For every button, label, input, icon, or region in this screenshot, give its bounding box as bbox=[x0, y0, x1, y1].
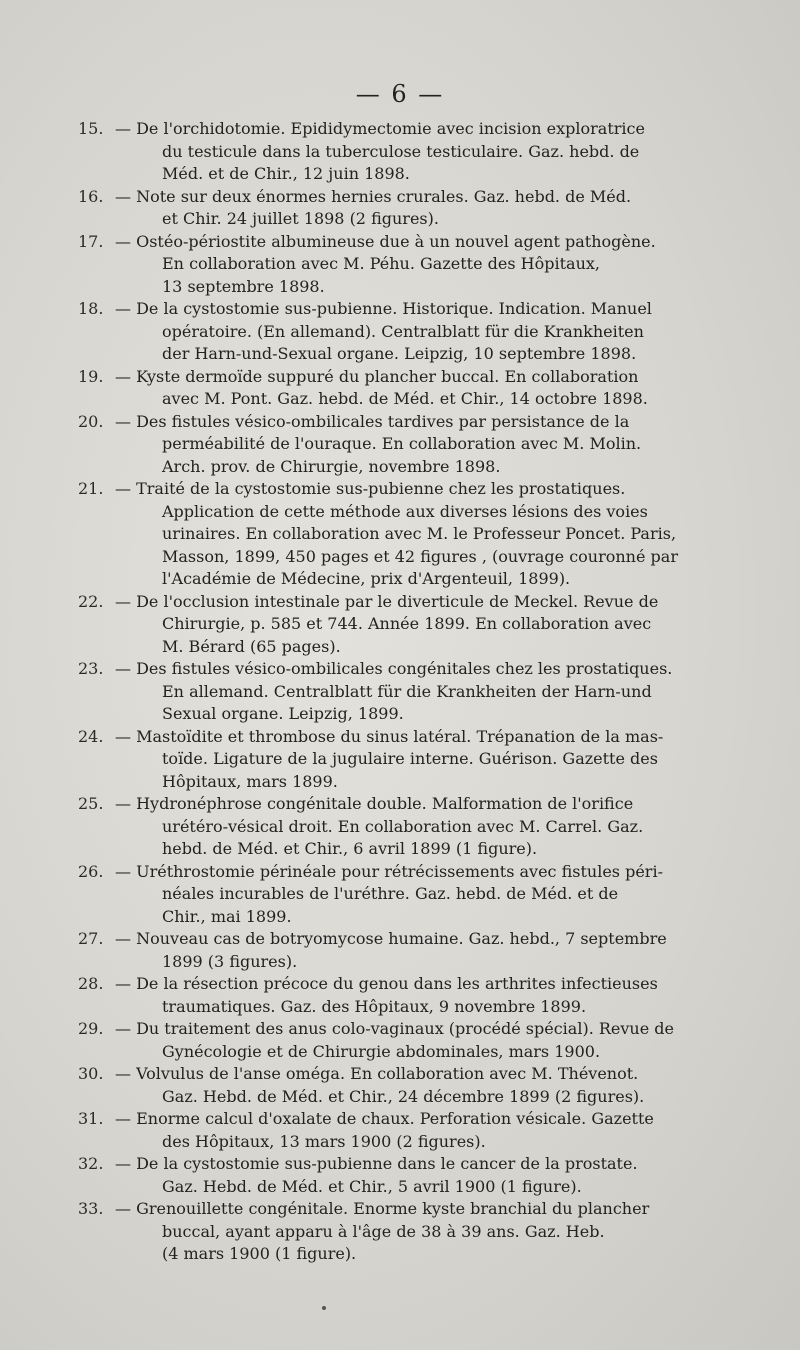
entry-text bbox=[115, 861, 736, 929]
entry-line: — De la cystostomie sus-pubienne dans le cancer de la prostate. bbox=[115, 1154, 638, 1173]
entry-line: — Du traitement des anus colo-vaginaux (procédé spécial). Revue de bbox=[115, 1019, 674, 1038]
entry-text bbox=[115, 726, 736, 794]
entry-number: 23. bbox=[78, 659, 104, 678]
entry-number: 31. bbox=[78, 1109, 104, 1128]
bibliography-entry bbox=[0, 591, 800, 659]
entry-line: 1899 (3 figures). bbox=[162, 951, 298, 971]
entry-line: 13 septembre 1898. bbox=[162, 276, 325, 296]
entry-text bbox=[115, 591, 736, 659]
entry-line: — Hydronéphrose congénitale double. Malformation de l'orifice bbox=[115, 794, 634, 813]
entry-line: l'Académie de Médecine, prix d'Argenteuil, 1899). bbox=[162, 569, 571, 588]
entry-line: — Uréthrostomie périnéale pour rétrécissements avec fistules péri- bbox=[115, 861, 663, 881]
bibliography-entry bbox=[0, 1153, 800, 1198]
entry-line: buccal, ayant apparu à l'âge de 38 à 39 ans. Gaz. Heb. bbox=[162, 1221, 605, 1241]
entry-number: 27. bbox=[78, 929, 104, 948]
entry-line: En allemand. Centralblatt für die Krankheiten der Harn-und bbox=[162, 681, 652, 701]
bibliography-entry bbox=[0, 478, 800, 591]
entry-text bbox=[115, 231, 736, 299]
bibliography-entry bbox=[0, 658, 800, 726]
entry-line: toïde. Ligature de la jugulaire interne. Guérison. Gazette des bbox=[162, 749, 658, 768]
bibliography-entry bbox=[0, 1198, 800, 1266]
entry-line: Gynécologie et de Chirurgie abdominales, mars 1900. bbox=[162, 1041, 601, 1061]
entry-line: Application de cette méthode aux diverses lésions des voies bbox=[162, 501, 648, 521]
bibliography-entry bbox=[0, 411, 800, 479]
entry-number: 16. bbox=[78, 186, 104, 206]
entry-number: 24. bbox=[78, 726, 104, 746]
entry-line: des Hôpitaux, 13 mars 1900 (2 figures). bbox=[162, 1131, 486, 1151]
bibliography-list bbox=[0, 118, 800, 1266]
entry-number: 22. bbox=[78, 591, 104, 611]
entry-text bbox=[115, 928, 736, 973]
entry-number: 15. bbox=[78, 119, 104, 138]
entry-line: du testicule dans la tuberculose testiculaire. Gaz. hebd. de bbox=[162, 141, 640, 161]
entry-line: perméabilité de l'ouraque. En collaboration avec M. Molin. bbox=[162, 434, 642, 453]
entry-line: — Des fistules vésico-ombilicales tardives par persistance de la bbox=[115, 411, 630, 431]
entry-line: — De la résection précoce du genou dans les arthrites infectieuses bbox=[115, 974, 658, 993]
entry-number: 26. bbox=[78, 861, 104, 881]
entry-number: 21. bbox=[78, 479, 104, 498]
bibliography-entry bbox=[0, 1018, 800, 1063]
entry-text bbox=[115, 1153, 736, 1198]
entry-number: 28. bbox=[78, 974, 104, 993]
entry-number: 32. bbox=[78, 1154, 104, 1173]
entry-line: et Chir. 24 juillet 1898 (2 figures). bbox=[162, 209, 439, 228]
entry-number: 33. bbox=[78, 1199, 104, 1218]
bibliography-entry bbox=[0, 1063, 800, 1108]
entry-line: (4 mars 1900 (1 figure). bbox=[162, 1244, 357, 1263]
entry-line: — Note sur deux énormes hernies crurales. Gaz. hebd. de Méd. bbox=[115, 186, 632, 206]
entry-line: Sexual organe. Leipzig, 1899. bbox=[162, 704, 404, 723]
entry-line: M. Bérard (65 pages). bbox=[162, 636, 341, 656]
bibliography-entry bbox=[0, 1108, 800, 1153]
bibliography-entry bbox=[0, 793, 800, 861]
entry-text bbox=[115, 478, 736, 591]
bibliography-entry bbox=[0, 861, 800, 929]
entry-line: — Mastoïdite et thrombose du sinus latéral. Trépanation de la mas- bbox=[115, 726, 664, 746]
bibliography-entry bbox=[0, 928, 800, 973]
entry-number: 18. bbox=[78, 299, 104, 318]
entry-line: urétéro-vésical droit. En collaboration avec M. Carrel. Gaz. bbox=[162, 816, 644, 836]
entry-number: 29. bbox=[78, 1019, 104, 1038]
bibliography-entry bbox=[0, 726, 800, 794]
page-number: — 6 — bbox=[355, 80, 445, 108]
entry-line: Chirurgie, p. 585 et 744. Année 1899. En collaboration avec bbox=[162, 614, 652, 633]
entry-text bbox=[115, 1108, 736, 1153]
entry-number: 25. bbox=[78, 794, 104, 813]
entry-line: — Ostéo-périostite albumineuse due à un nouvel agent pathogène. bbox=[115, 231, 656, 251]
entry-line: — Volvulus de l'anse oméga. En collaboration avec M. Thévenot. bbox=[115, 1064, 639, 1083]
entry-text bbox=[115, 1018, 736, 1063]
entry-text bbox=[115, 411, 736, 479]
entry-number: 30. bbox=[78, 1064, 104, 1083]
entry-text bbox=[115, 1198, 736, 1266]
entry-text bbox=[115, 118, 736, 186]
entry-number: 20. bbox=[78, 411, 104, 431]
entry-line: — Kyste dermoïde suppuré du plancher buccal. En collaboration bbox=[115, 366, 639, 386]
entry-line: Chir., mai 1899. bbox=[162, 906, 292, 926]
bibliography-entry bbox=[0, 298, 800, 366]
entry-text bbox=[115, 186, 736, 231]
entry-line: avec M. Pont. Gaz. hebd. de Méd. et Chir., 14 octobre 1898. bbox=[162, 389, 648, 408]
entry-line: Méd. et de Chir., 12 juin 1898. bbox=[162, 164, 410, 183]
entry-number: 19. bbox=[78, 366, 104, 386]
entry-line: néales incurables de l'uréthre. Gaz. hebd. de Méd. et de bbox=[162, 884, 619, 903]
entry-line: urinaires. En collaboration avec M. le Professeur Poncet. Paris, bbox=[162, 524, 677, 543]
entry-text bbox=[115, 793, 736, 861]
entry-line: — De l'orchidotomie. Epididymectomie avec incision exploratrice bbox=[115, 119, 645, 138]
entry-line: — Des fistules vésico-ombilicales congénitales chez les prostatiques. bbox=[115, 659, 673, 678]
bibliography-entry bbox=[0, 186, 800, 231]
entry-line: Arch. prov. de Chirurgie, novembre 1898. bbox=[162, 456, 501, 476]
entry-line: der Harn-und-Sexual organe. Leipzig, 10 septembre 1898. bbox=[162, 344, 637, 363]
entry-line: opératoire. (En allemand). Centralblatt für die Krankheiten bbox=[162, 321, 644, 341]
entry-line: — Grenouillette congénitale. Enorme kyste branchial du plancher bbox=[115, 1199, 650, 1218]
entry-number: 17. bbox=[78, 231, 104, 251]
entry-line: — Nouveau cas de botryomycose humaine. Gaz. hebd., 7 septembre bbox=[115, 929, 667, 948]
entry-text bbox=[115, 366, 736, 411]
entry-line: hebd. de Méd. et Chir., 6 avril 1899 (1 figure). bbox=[162, 839, 538, 858]
ink-dot bbox=[322, 1306, 326, 1310]
entry-line: — De l'occlusion intestinale par le diverticule de Meckel. Revue de bbox=[115, 591, 659, 611]
entry-line: — Enorme calcul d'oxalate de chaux. Perforation vésicale. Gazette bbox=[115, 1109, 654, 1128]
bibliography-entry bbox=[0, 118, 800, 186]
entry-text bbox=[115, 973, 736, 1018]
entry-line: En collaboration avec M. Péhu. Gazette des Hôpitaux, bbox=[162, 254, 600, 273]
entry-text bbox=[115, 658, 736, 726]
entry-line: — De la cystostomie sus-pubienne. Historique. Indication. Manuel bbox=[115, 299, 652, 318]
entry-line: Gaz. Hebd. de Méd. et Chir., 5 avril 1900 (1 figure). bbox=[162, 1176, 582, 1196]
bibliography-entry bbox=[0, 973, 800, 1018]
entry-line: Gaz. Hebd. de Méd. et Chir., 24 décembre 1899 (2 figures). bbox=[162, 1086, 645, 1106]
bibliography-entry bbox=[0, 231, 800, 299]
entry-line: — Traité de la cystostomie sus-pubienne chez les prostatiques. bbox=[115, 479, 626, 498]
entry-line: Hôpitaux, mars 1899. bbox=[162, 771, 338, 791]
entry-line: Masson, 1899, 450 pages et 42 figures , (ouvrage couronné par bbox=[162, 546, 678, 566]
bibliography-entry bbox=[0, 366, 800, 411]
entry-text bbox=[115, 298, 736, 366]
entry-line: traumatiques. Gaz. des Hôpitaux, 9 novembre 1899. bbox=[162, 996, 587, 1016]
entry-text bbox=[115, 1063, 736, 1108]
